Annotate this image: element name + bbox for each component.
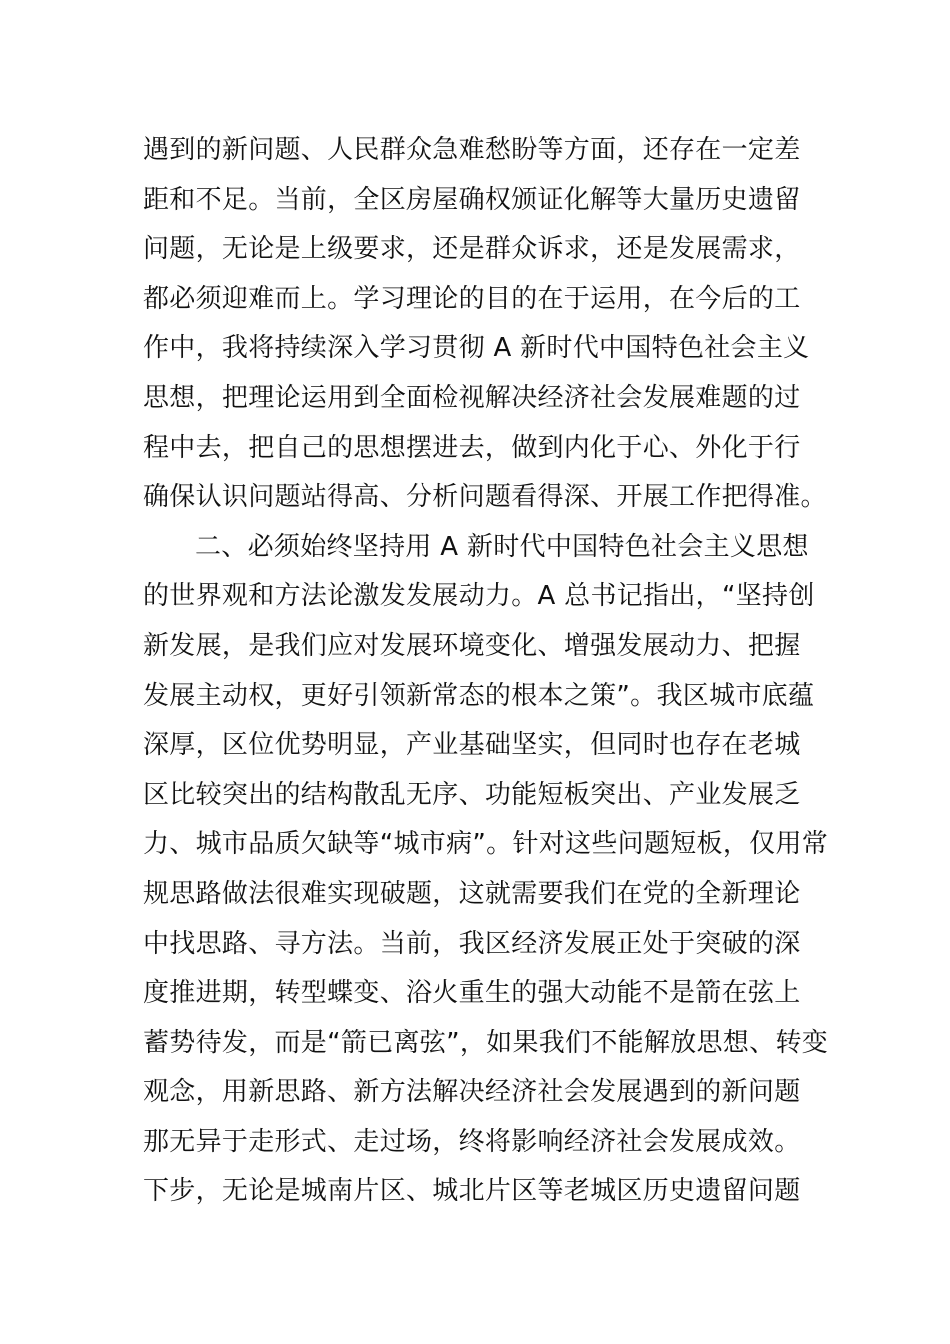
text-line: 都必须迎难而上。学习理论的目的在于运用，在今后的工: [143, 283, 801, 314]
text-line: 思想，把理论运用到全面检视解决经济社会发展难题的过: [143, 382, 801, 413]
text-line: 观念，用新思路、新方法解决经济社会发展遇到的新问题: [143, 1077, 801, 1108]
text-line: 的世界观和方法论激发发展动力。A 总书记指出，“坚持创: [143, 581, 815, 612]
text-line: 力、城市品质欠缺等“城市病”。针对这些问题短板，仅用常: [143, 829, 829, 860]
text-line: 问题，无论是上级要求，还是群众诉求，还是发展需求，: [143, 234, 801, 265]
text-line: 中找思路、寻方法。当前，我区经济发展正处于突破的深: [143, 928, 801, 959]
text-line: 下步，无论是城南片区、城北片区等老城区历史遗留问题: [143, 1176, 801, 1207]
text-line: 深厚，区位优势明显，产业基础坚实，但同时也存在老城: [143, 730, 801, 761]
text-line: 确保认识问题站得高、分析问题看得深、开展工作把得准。: [143, 482, 827, 513]
text-line: 蓄势待发，而是“箭已离弦”，如果我们不能解放思想、转变: [143, 1027, 829, 1058]
text-line: 距和不足。当前，全区房屋确权颁证化解等大量历史遗留: [143, 184, 801, 215]
section-heading-line: 二、必须始终坚持用 A 新时代中国特色社会主义思想: [195, 531, 809, 562]
text-line: 新发展，是我们应对发展环境变化、增强发展动力、把握: [143, 630, 801, 661]
text-line: 遇到的新问题、人民群众急难愁盼等方面，还存在一定差: [143, 135, 801, 165]
text-line: 区比较突出的结构散乱无序、功能短板突出、产业发展乏: [143, 779, 801, 810]
text-line: 规思路做法很难实现破题，这就需要我们在党的全新理论: [143, 878, 801, 909]
document-body: [143, 126, 829, 1217]
text-line: 发展主动权，更好引领新常态的根本之策”。我区城市底蕴: [143, 680, 815, 711]
text-line: 作中，我将持续深入学习贯彻 A 新时代中国特色社会主义: [143, 333, 810, 364]
text-line: 那无异于走形式、走过场，终将影响经济社会发展成效。: [143, 1126, 801, 1157]
text-line: 程中去，把自己的思想摆进去，做到内化于心、外化于行: [143, 432, 801, 463]
text-line: 度推进期，转型蝶变、浴火重生的强大动能不是箭在弦上: [143, 978, 801, 1009]
